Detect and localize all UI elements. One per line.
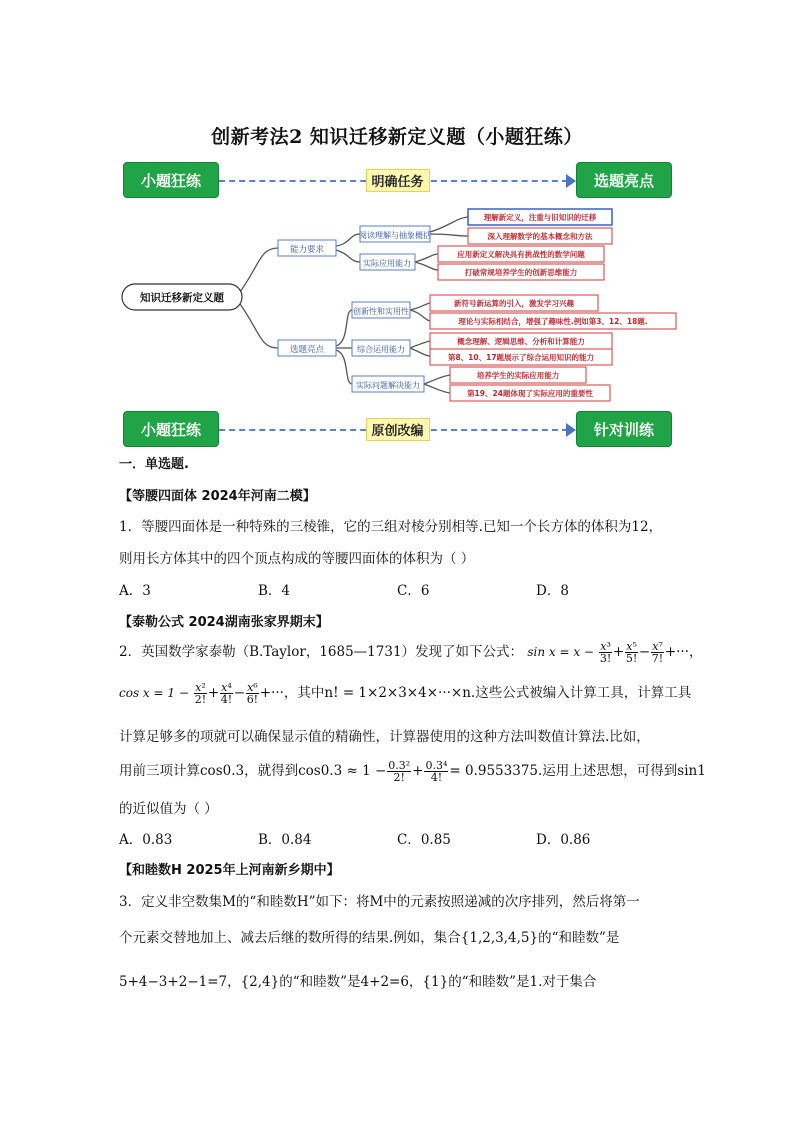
mindmap-branch-ability: 能力要求	[289, 245, 325, 255]
q2-line4-pre: 用前三项计算cos0.3，就得到cos0.3 ≈ 1 −	[119, 763, 387, 779]
mindmap-leaf: 培养学生的实际应用能力	[476, 371, 560, 380]
arrow-right-icon	[566, 174, 576, 188]
q1-line1: 1．等腰四面体是一种特殊的三棱锥，它的三组对棱分别相等.已知一个长方体的体积为12，	[119, 519, 663, 535]
banner-top	[123, 162, 672, 200]
q2-option-d: D．0.86	[536, 832, 591, 848]
q2-line4-post: = 0.9553375.运用上述思想，可得到sin1	[449, 763, 706, 779]
mindmap-leaf: 理论与实际相结合，增强了趣味性.例如第3、12、18题.	[458, 317, 648, 326]
banner-bottom	[123, 411, 672, 449]
q2-option-c: C．0.85	[397, 832, 451, 848]
mindmap-leaf: 深入理解数学的基本概念和方法	[487, 232, 593, 241]
mindmap-leaf: 打破常规培养学生的创新思维能力	[464, 268, 578, 277]
q1-option-b: B．4	[258, 583, 291, 599]
mindmap-sub-innovation: 创新性和实用性	[353, 307, 409, 316]
arrow-right-icon	[566, 423, 576, 437]
q1-tag: 【等腰四面体 2024年河南二模】	[119, 489, 316, 504]
q3-tag: 【和睦数H 2025年上河南新乡期中】	[119, 863, 340, 878]
q2-options	[119, 834, 675, 848]
page-title: 创新考法2 知识迁移新定义题（小题狂练）	[211, 126, 583, 148]
q2-line1-text: 2．英国数学家泰勒（B.Taylor，1685—1731）发现了如下公式：	[119, 644, 524, 660]
q1-option-c: C．6	[397, 583, 430, 599]
q1-options	[119, 585, 675, 599]
mindmap-leaf: 第19、24题体现了实际应用的重要性	[467, 389, 593, 398]
mindmap-leaf: 理解新定义，注重与旧知识的迁移	[483, 213, 597, 222]
mindmap-sub-reading: 阅读理解与抽象概括	[359, 231, 431, 240]
q2-cos-ellipsis: +···	[259, 685, 284, 701]
mindmap	[120, 204, 680, 404]
mindmap-leaf: 应用新定义解决具有挑战性的数学问题	[457, 250, 585, 259]
banner-top-right-label: 选题亮点	[576, 162, 672, 198]
mindmap-sub-application: 实际应用能力	[363, 259, 411, 268]
q2-line2-text: ，其中n! = 1×2×3×4×···×n.这些公式被编入计算工具，计算工具	[283, 685, 692, 701]
mindmap-leaf: 新符号新运算的引入，激发学习兴趣	[454, 299, 574, 308]
banner-bottom-right-label: 针对训练	[576, 411, 672, 447]
q2-cos-lhs: cos x = 1 −	[119, 686, 189, 700]
q2-line4: 用前三项计算cos0.3，就得到cos0.3 ≈ 1 − $\frac{\text{0.3²}}{2!}$ + $\frac{\text{0.3⁴}}{4!}$ = 0.9553375.运用上述思想，可得到sin1	[119, 759, 706, 784]
q3-line1: 3．定义非空数集M的“和睦数H”如下：将M中的元素按照递减的次序排列，然后将第一	[119, 894, 640, 910]
banner-top-left-label: 小题狂练	[123, 162, 219, 198]
q2-option-a: A．0.83	[119, 832, 173, 848]
banner-top-middle-label: 明确任务	[365, 169, 429, 192]
q3-line2: 个元素交替地加上、减去后继的数所得的结果.例如，集合{1,2,3,4,5}的“和睦数”是	[119, 930, 620, 946]
q1-line2: 则用长方体其中的四个顶点构成的等腰四面体的体积为（ ）	[119, 551, 475, 567]
banner-bottom-left-label: 小题狂练	[123, 411, 219, 447]
q1-option-d: D．8	[536, 583, 569, 599]
mindmap-leaf: 第8、10、17题展示了综合运用知识的能力	[447, 353, 595, 362]
banner-bottom-middle-label: 原创改编	[365, 418, 429, 441]
q2-line3: 计算足够多的项就可以确保显示值的精确性，计算器使用的这种方法叫数值计算法.比如，	[119, 729, 650, 745]
q2-sin-ellipsis: +···，	[664, 644, 703, 660]
mindmap-sub-comprehensive: 综合运用能力	[357, 345, 405, 354]
q2-line1: 2．英国数学家泰勒（B.Taylor，1685—1731）发现了如下公式： sin x = x − $\frac{\text{x³}}{3!}$ + $\frac{\text{x⁵}}{5!}$ − $\frac{\text{x⁷}}{7!}$ +···，	[119, 640, 703, 665]
mindmap-sub-practical: 实际问题解决能力	[356, 381, 420, 390]
mindmap-branch-highlights: 选题亮点	[289, 345, 325, 355]
q3-line3: 5+4−3+2−1=7，{2,4}的“和睦数”是4+2=6，{1}的“和睦数”是1.对于集合	[119, 974, 597, 990]
q2-line2: cos x = 1 − $\frac{\text{x²}}{2!}$ + $\frac{\text{x⁴}}{4!}$ − $\frac{\text{x⁶}}{6!}$ +···，其中n! = 1×2×3×4×···×n.这些公式被编入计算工具，计算工具	[119, 681, 692, 706]
q2-tag: 【泰勒公式 2024湖南张家界期末】	[119, 615, 329, 630]
q2-line5: 的近似值为（ ）	[119, 801, 218, 817]
q2-sin-lhs: sin x = x −	[527, 645, 594, 659]
q2-option-b: B．0.84	[258, 832, 312, 848]
q1-option-a: A．3	[119, 583, 151, 599]
mindmap-root: 知识迁移新定义题	[140, 292, 224, 304]
mindmap-leaf: 概念理解、逻辑思维、分析和计算能力	[457, 337, 585, 346]
section-heading: 一．单选题.	[119, 457, 189, 472]
